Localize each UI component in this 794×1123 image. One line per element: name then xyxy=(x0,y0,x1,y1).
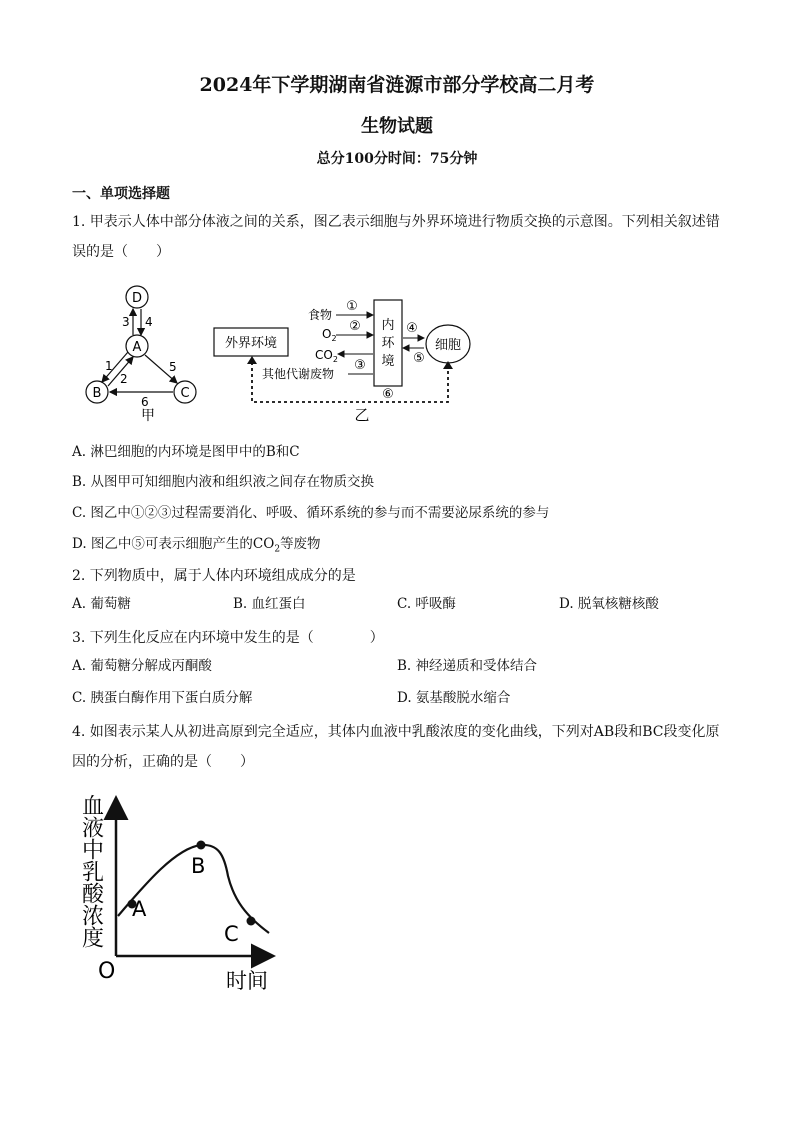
q1-option-b: B. 从图甲可知细胞内液和组织液之间存在物质交换 xyxy=(72,474,375,490)
q2-option-c: C. 呼吸酶 xyxy=(397,596,456,612)
food-label: 食物 xyxy=(308,308,333,322)
q1-stem: 1. 甲表示人体中部分体液之间的关系，图乙表示细胞与外界环境进行物质交换的示意图。下列相关叙述错误的是（ ） xyxy=(72,214,720,260)
outer-env-label: 外界环境 xyxy=(224,336,278,351)
q3-option-a: A. 葡萄糖分解成丙酮酸 xyxy=(72,658,212,674)
cell-label: 细胞 xyxy=(434,338,462,353)
figure-yi xyxy=(212,294,477,426)
point-b-label: B xyxy=(191,854,206,878)
exam-title: 2024年下学期湖南省涟源市部分学校高二月考 xyxy=(199,74,595,96)
lactate-graph xyxy=(76,788,286,1000)
q1-option-c: C. 图乙中①②③过程需要消化、呼吸、循环系统的参与而不需要泌尿系统的参与 xyxy=(72,505,550,521)
label-5: 5 xyxy=(169,360,177,374)
point-a-label: A xyxy=(132,897,147,921)
node-b-label: B xyxy=(92,386,102,401)
waste-label: 其他代谢废物 xyxy=(262,367,335,381)
x-axis-label: 时间 xyxy=(226,969,268,993)
origin-label: O xyxy=(98,959,116,984)
label-2: 2 xyxy=(120,372,128,386)
co2-label: $CO_2$ xyxy=(315,348,338,364)
q1-option-d: D. 图乙中⑤可表示细胞产生的$CO_2$等废物 xyxy=(72,536,321,555)
exam-info: 总分100分时间：75分钟 xyxy=(316,151,478,167)
o2-label: $O_2$ xyxy=(322,327,337,343)
label-6: 6 xyxy=(141,395,149,409)
node-c-label: C xyxy=(180,386,190,401)
circle-3: ③ xyxy=(354,358,366,373)
label-4: 4 xyxy=(145,315,153,329)
q3-option-d: D. 氨基酸脱水缩合 xyxy=(397,690,511,706)
section-heading: 一、单项选择题 xyxy=(72,186,170,202)
inner-env-char-1: 内 xyxy=(381,318,395,333)
circle-4: ④ xyxy=(406,321,418,336)
circle-6: ⑥ xyxy=(382,387,394,402)
subject-title: 生物试题 xyxy=(361,116,433,137)
q3-stem: 3. 下列生化反应在内环境中发生的是（ ） xyxy=(72,630,384,646)
inner-env-char-3: 境 xyxy=(381,354,395,369)
q3-option-c: C. 胰蛋白酶作用下蛋白质分解 xyxy=(72,690,253,706)
y-axis-label: 血液中乳酸浓度 xyxy=(78,794,104,948)
q2-stem: 2. 下列物质中，属于人体内环境组成成分的是 xyxy=(72,568,356,584)
q1-option-a: A. 淋巴细胞的内环境是图甲中的B和C xyxy=(72,444,300,460)
point-c xyxy=(247,917,256,926)
caption-jia: 甲 xyxy=(141,408,155,422)
q3-option-b: B. 神经递质和受体结合 xyxy=(397,658,538,674)
figure-jia xyxy=(78,282,208,422)
q2-option-a: A. 葡萄糖 xyxy=(72,596,131,612)
point-c-label: C xyxy=(224,922,239,946)
node-d-label: D xyxy=(131,291,143,306)
arrowhead-outer xyxy=(247,356,257,364)
circle-5: ⑤ xyxy=(413,351,425,366)
caption-yi: 乙 xyxy=(354,406,370,424)
label-3: 3 xyxy=(122,315,130,329)
circle-2: ② xyxy=(349,319,361,334)
q2-option-d: D. 脱氧核糖核酸 xyxy=(559,596,659,612)
q4-stem: 4. 如图表示某人从初进高原到完全适应，其体内血液中乳酸浓度的变化曲线，下列对AB段和BC段变化原因的分析，正确的是（ ） xyxy=(72,724,720,770)
node-a-label: A xyxy=(132,340,142,355)
point-b xyxy=(197,841,206,850)
q2-option-b: B. 血红蛋白 xyxy=(233,596,306,612)
inner-env-char-2: 环 xyxy=(381,336,395,351)
circle-1: ① xyxy=(346,299,358,314)
label-1: 1 xyxy=(105,359,113,373)
